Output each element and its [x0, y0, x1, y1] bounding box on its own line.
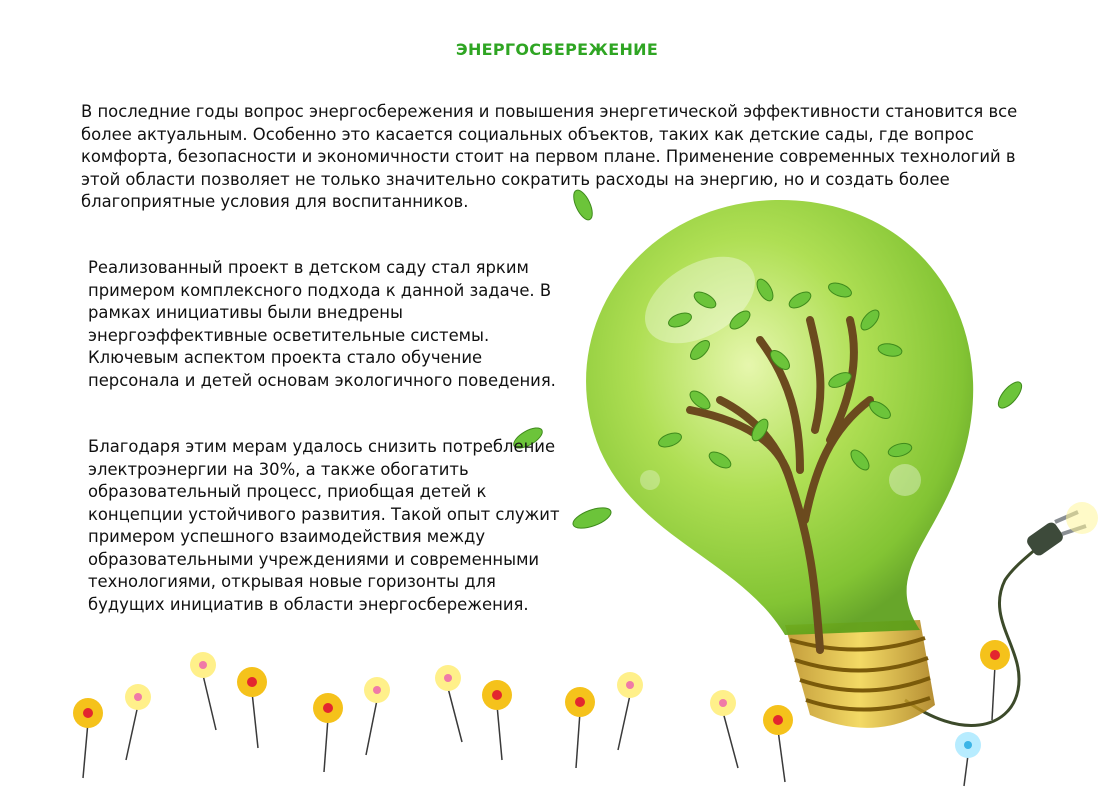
- plug-icon: [1025, 502, 1098, 558]
- page-title: ЭНЕРГОСБЕРЕЖЕНИЕ: [455, 40, 659, 59]
- intro-paragraph: В последние годы вопрос энергосбережения и повышения энергетической эффективности становится все более актуальным. Особенно это касается социальных объектов, таких как детские сады, где вопрос комфорта, безопасности и экономичности стоит на первом плане. Применение современных технологий в этой области позволяет не только значительно сократить расходы на энергию, но и создать более благоприятные условия для воспитанников.: [81, 102, 1018, 211]
- results-paragraph: Благодаря этим мерам удалось снизить потребление электроэнергии на 30%, а также обогатить образовательный процесс, приобщая детей к концепции устойчивого развития. Такой опыт служит примером успешного взаимодействия между образовательными учреждениями и современными технологиями, открывая новые горизонты для будущих инициатив в области энергосбережения.: [88, 437, 560, 614]
- bulb-base-icon: [785, 620, 935, 728]
- light-bulb-icon: [586, 200, 973, 635]
- project-paragraph: Реализованный проект в детском саду стал ярким примером комплексного подхода к данной задаче. В рамках инициативы были внедрены энергоэффективные осветительные системы. Ключевым аспектом проекта стало обучение персонала и детей основам экологичного поведения.: [88, 258, 556, 390]
